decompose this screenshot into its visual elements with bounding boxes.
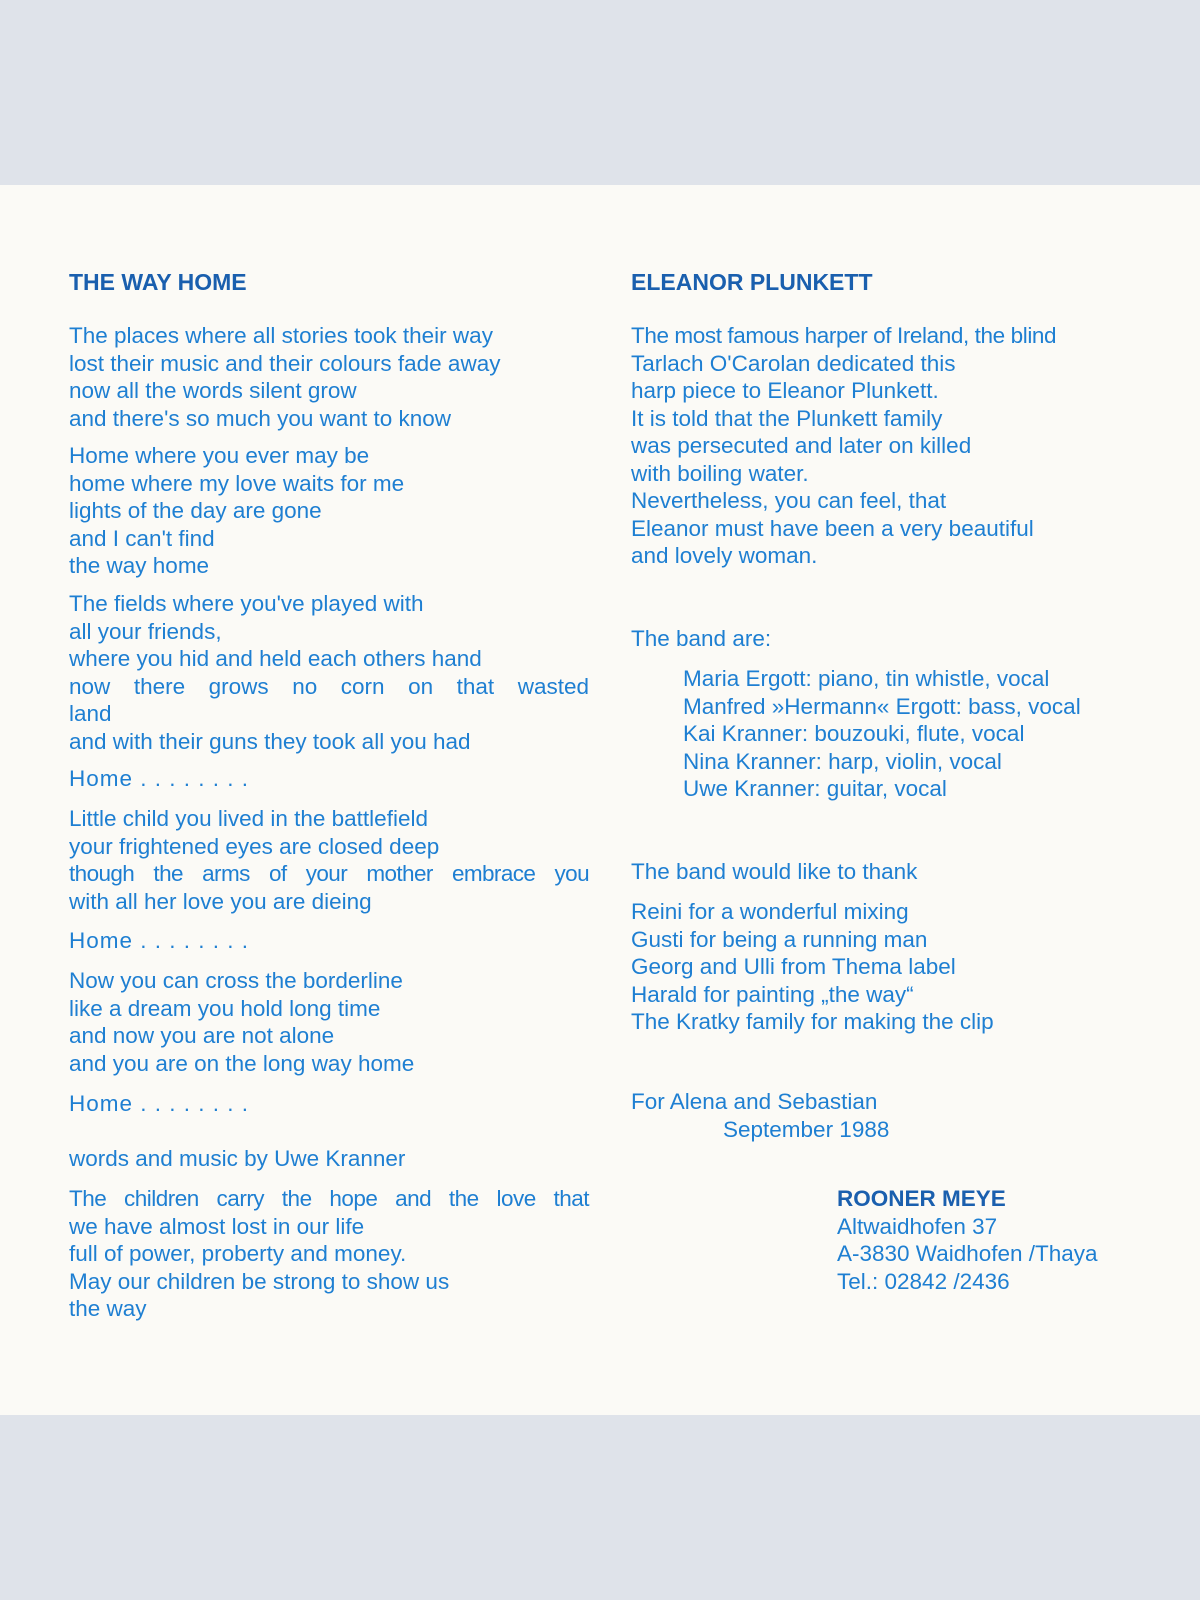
lyric-line: your frightened eyes are closed deep: [69, 833, 440, 859]
lyric-line: Home where you ever may be: [69, 443, 370, 468]
phone-line: Tel.: 02842 /2436: [837, 1268, 1010, 1294]
thanks-item: Reini for a wonderful mixing: [631, 899, 909, 924]
thanks-item: Gusti for being a running man: [631, 926, 928, 952]
closing-line: The children carry the hope and the love that: [69, 1186, 589, 1211]
story-line: harp piece to Eleanor Plunkett.: [631, 378, 939, 403]
section-title: ELEANOR PLUNKETT: [631, 269, 873, 295]
verse-1: [69, 322, 589, 432]
story-line: It is told that the Plunkett family: [631, 405, 943, 431]
closing-line: the way: [69, 1296, 147, 1321]
band-intro: [631, 625, 1191, 653]
closing-dedication: [69, 1185, 589, 1323]
story-line: Nevertheless, you can feel, that: [631, 488, 947, 513]
thanks-list: [631, 898, 1191, 1036]
credit-line: words and music by Uwe Kranner: [69, 1146, 406, 1171]
band-member: Manfred »Hermann« Ergott: bass, vocal: [683, 693, 1081, 719]
story-line: Tarlach O'Carolan dedicated this: [631, 350, 956, 376]
dedication: [631, 1088, 1191, 1116]
band-intro-line: The band are:: [631, 626, 772, 651]
closing-line: full of power, proberty and money.: [69, 1241, 407, 1266]
band-member: Maria Ergott: piano, tin whistle, vocal: [683, 666, 1050, 691]
contact-address: [837, 1185, 1098, 1295]
lyric-line: where you hid and held each others hand: [69, 646, 482, 671]
lyric-line: home where my love waits for me: [69, 470, 405, 496]
closing-line: May our children be strong to show us: [69, 1268, 450, 1294]
lyric-line: and you are on the long way home: [69, 1050, 415, 1076]
lyric-line: though the arms of your mother embrace you: [69, 861, 589, 886]
home-repeat-1: [69, 765, 589, 793]
band-member: Nina Kranner: harp, violin, vocal: [683, 748, 1002, 774]
story-line: was persecuted and later on killed: [631, 433, 972, 458]
verse-4: [69, 967, 589, 1077]
dedication-line: For Alena and Sebastian: [631, 1089, 878, 1114]
band-member: Uwe Kranner: guitar, vocal: [683, 776, 947, 801]
home-repeat-3: [69, 1090, 589, 1118]
home-repeat-2: [69, 927, 589, 955]
closing-line: we have almost lost in our life: [69, 1213, 365, 1239]
story-paragraph: [631, 322, 1191, 570]
story-line: with boiling water.: [631, 460, 809, 486]
address-line: Altwaidhofen 37: [837, 1213, 998, 1239]
lyric-line: The fields where you've played with: [69, 591, 424, 616]
dedication-date: [723, 1116, 889, 1144]
chorus: [69, 442, 589, 580]
lyric-line: now all the words silent grow: [69, 378, 357, 403]
lyric-line: Home . . . . . . . .: [69, 1091, 250, 1116]
lyric-line: Little child you lived in the battlefield: [69, 806, 428, 831]
story-line: Eleanor must have been a very beautiful: [631, 515, 1034, 541]
band-name: ROONER MEYE: [837, 1186, 1006, 1211]
lyric-line: The places where all stories took their way: [69, 323, 493, 348]
thanks-item: Harald for painting „the way“: [631, 981, 914, 1007]
address-line: A-3830 Waidhofen /Thaya: [837, 1241, 1098, 1266]
lyric-line: and I can't find: [69, 525, 215, 551]
lyric-line: Home . . . . . . . .: [69, 928, 250, 953]
lyric-line: and with their guns they took all you had: [69, 728, 471, 754]
story-line: The most famous harper of Ireland, the blind: [631, 323, 1057, 348]
band-members: [683, 665, 1081, 803]
thanks-item: Georg and Ulli from Thema label: [631, 954, 956, 979]
verse-3: [69, 805, 589, 915]
songwriter-credit: [69, 1145, 589, 1173]
thanks-item: The Kratky family for making the clip: [631, 1009, 994, 1034]
liner-notes-sheet: [0, 185, 1200, 1415]
verse-2: [69, 590, 589, 755]
lyric-line: and there's so much you want to know: [69, 405, 452, 431]
lyric-line: land: [69, 701, 112, 726]
lyric-line: with all her love you are dieing: [69, 888, 372, 914]
lyric-line: all your friends,: [69, 618, 222, 644]
lyric-line: lost their music and their colours fade away: [69, 350, 501, 376]
band-member: Kai Kranner: bouzouki, flute, vocal: [683, 721, 1025, 746]
lyric-line: and now you are not alone: [69, 1023, 335, 1048]
lyric-line: now there grows no corn on that wasted: [69, 673, 589, 699]
story-line: and lovely woman.: [631, 543, 818, 568]
lyric-line: Home . . . . . . . .: [69, 766, 250, 791]
date-line: September 1988: [723, 1117, 890, 1142]
thanks-intro: [631, 858, 1191, 886]
lyric-line: lights of the day are gone: [69, 498, 322, 523]
lyric-line: Now you can cross the borderline: [69, 968, 403, 993]
lyric-line: the way home: [69, 553, 210, 578]
song-title: THE WAY HOME: [69, 269, 247, 295]
lyric-line: like a dream you hold long time: [69, 995, 381, 1021]
thanks-intro-line: The band would like to thank: [631, 859, 918, 884]
